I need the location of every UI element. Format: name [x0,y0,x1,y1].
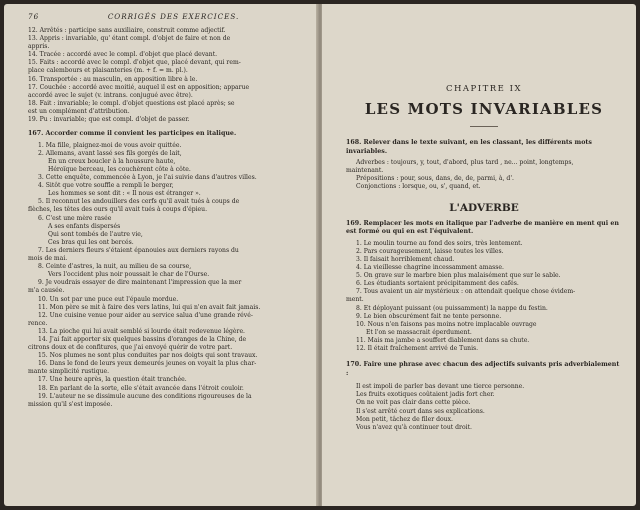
text-line: Prépositions : pour, sous, dans, de, de, parmi, à, d'. [356,175,514,183]
text-line: est un complément d'attribution. [28,107,130,115]
text-line: Vous n'avez qu'à continuer tout droit. [356,423,472,431]
text-line: 12. Arrêtés : participe sans auxiliaire, construit comme adjectif. [28,27,226,34]
text-line: 7. Tous avaient un air mystérieux : on attendait quelque chose évidem- [356,288,576,296]
text-line: 18. Fait : invariable; le compl. d'objet questions est placé après; se [28,99,235,107]
text-line: m'a causée. [28,287,65,295]
text-line: 9. Je voudrais essayer de dire maintenant l'impression que la mer [38,279,242,287]
chapter-title: LES MOTS INVARIABLES [364,100,604,118]
text-line: 17. Couchée : accordé avec moitié, auquel il est en apposition; apparue [28,83,250,91]
text-line: A ses enfants dispersés [48,222,121,230]
exercise-heading: 170. Faire une phrase avec chacun des adjectifs suivants pris adverbialement : [346,361,620,377]
text-line: 12. Il était fraîchement arrivé de Tunis. [356,344,479,352]
text-line: Les hommes se sont dit : « Il nous est étranger ». [48,190,201,198]
text-line: 8. Ceinte d'astres, la nuit, au milieu de sa course, [38,263,192,271]
text-line: 19. Pu : invariable; que est compl. d'objet de passer. [28,116,190,124]
chapter-label: CHAPITRE IX [445,84,523,94]
text-line: Mon petit, tâchez de filer doux. [356,415,453,423]
text-line: 17. Une heure après, la question était tranchée. [38,376,187,384]
text-line: Héroïque berceau, les couchèrent côte à côte. [48,166,191,173]
text-line: 3. Cette enquête, commencée à Lyon, je l'ai suivie dans d'autres villes. [38,174,257,182]
text-line: On ne voit pas clair dans cette pièce. [356,399,471,407]
text-line: flèches, les têtes des ours qu'il avait tués à coups d'épieu. [28,206,208,214]
text-line: 11. Mais ma jambe a souffert diablement dans sa chute. [356,336,530,344]
text-line: maintenant. [346,167,384,175]
text-line: Il est impoli de parler bas devant une tierce personne. [356,383,525,391]
text-line: 4. Sitôt que votre souffle a rempli le berger, [38,182,174,190]
left-page [4,4,318,506]
text-line: 12. Une cuisine venue pour aider au service salua d'une grande révé- [38,311,253,319]
text-line: 2. Pars courageusement, laisse toutes les villes. [356,247,504,255]
text-line: 14. J'ai fait apporter six quelques bassins d'oranges de la Chine, de [38,335,247,343]
section-title: L'ADVERBE [449,201,519,214]
running-head-title: CORRIGÉS DES EXERCICES. [107,12,240,21]
exercise-169-list [346,240,622,353]
text-line: 7. Les derniers fleurs s'étaient épanouies aux derniers rayons du [38,246,239,254]
title-rule [470,126,498,127]
running-head [28,12,308,21]
text-line: 2. Allemans, avant lassé ses fils gorgés de lait, [38,149,182,157]
text-line: 13. La pioche qui lui avait semblé si lourde était redevenue légère. [38,327,245,335]
text-line: mois de mai. [28,255,68,263]
right-page [322,4,636,506]
text-line: 4. La vieillesse chagrine incessamment amasse. [356,264,504,272]
text-line: rence. [28,319,48,327]
text-line: accordé avec le sujet (v. intrans. conjugué avec être). [28,91,193,99]
text-line: 10. Un sot par une puce eut l'épaule mordue. [38,295,179,303]
text-line: 8. Et déployant puissant (ou puissamment) la nappe du festin. [356,304,548,312]
text-line: 16. Dans le fond de leurs yeux demeurés jeunes on voyait la plus char- [38,360,257,368]
text-line: 16. Transportée : au masculin, en apposition libre à le. [28,75,198,83]
exercise-heading: 168. Relever dans le texte suivant, en les classant, les différents mots invariables. [346,139,592,155]
text-line: mission qu'il s'est imposée. [28,400,113,408]
text-line: Ces bras qui les ont bercés. [48,238,134,246]
text-line: Qui sont tombés de l'autre vie, [48,230,143,238]
text-line: 9. Le bien obscurément fait ne tente personne. [356,312,502,320]
exercise-167-list [28,142,308,409]
text-line: 1. Ma fille, plaignez-moi de vous avoir quittée. [38,141,182,149]
text-line: Il s'est arrêté court dans ses explications. [356,407,485,415]
text-line: 13. Appris : invariable, qu' étant compl. d'objet de faire et non de [28,35,231,43]
page-number: 76 [28,12,40,21]
exercise-168-list [346,159,622,191]
text-line: En un creux boucler à la houssure haute, [48,157,176,165]
exercise-heading: 169. Remplacer les mots en italique par l'adverbe de manière en ment qui en est formé ou qui en est l'équivalent. [346,219,619,236]
text-line: Adverbes : toujours, y, tout, d'abord, plus tard , ne... point, longtemps, [356,159,574,167]
exercise-170-list [346,383,622,432]
text-line: 6. C'est une mère rasée [38,214,112,222]
text-line: citrons doux et de confitures, que j'ai envoyé quérir de votre part. [28,344,233,352]
text-line: 19. L'auteur ne se dissimule aucune des conditions rigoureuses de la [38,392,252,400]
text-line: Les fruits exotiques coûtaient jadis fort cher. [356,391,495,399]
text-line: 10. Nous n'en faisons pas moins notre implacable ouvrage [356,320,537,328]
text-line: 18. En parlant de la sorte, elle s'était avancée dans l'étroit couloir. [38,384,244,392]
text-line: Vers l'occident plus noir poussait le char de l'Ourse. [48,271,210,279]
corrections-list [28,27,308,124]
text-line: 1. Le moulin tourne au fond des soirs, très lentement. [356,239,523,247]
text-line: 11. Mon père se mit à faire des vers latins, lui qui n'en avait fait jamais. [38,303,261,311]
text-line: Et l'on se massacrait éperdument. [366,328,472,336]
text-line: 15. Faits : accordé avec le compl. d'objet que, placé devant, qui rem- [28,59,241,67]
text-line: place calembours et plaisanteries (m. + f. = m. pl.). [28,67,188,75]
text-line: 6. Les étudiants sortaient précipitamment des cafés. [356,280,519,288]
text-line: ment. [346,296,364,304]
text-line: 5. On grave sur le marbre bien plus malaisément que sur le sable. [356,272,561,280]
exercise-heading: 167. Accorder comme il convient les participes en italique. [28,130,237,138]
text-line: appris. [28,43,50,51]
text-line: mante simplicité rustique. [28,368,110,376]
text-line: 3. Il faisait horriblement chaud. [356,255,455,263]
text-line: Conjonctions : lorsque, ou, s', quand, et. [356,183,481,191]
text-line: 5. Il reconnut les andouillers des cerfs qu'il avait tués à coups de [38,198,240,206]
text-line: 14. Tracée : accordé avec le compl. d'objet que placé devant. [28,51,218,59]
text-line: 15. Nos plumes ne sont plus conduites par nos doigts qui sont travaux. [38,352,258,360]
